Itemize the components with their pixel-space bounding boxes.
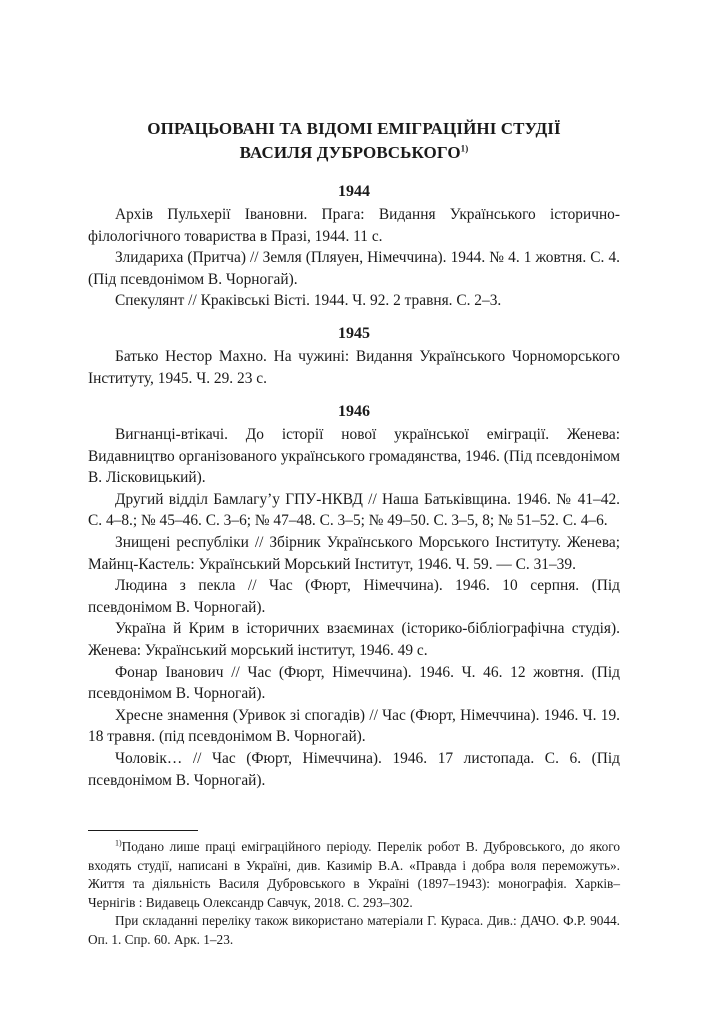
bibliography-entry: Чоловік… // Час (Фюрт, Німеччина). 1946. 17 листопада. С. 6. (Під псевдонімом В. Чорногай).	[88, 749, 620, 789]
section-1946	[88, 401, 620, 791]
section-year: 1945	[338, 325, 370, 342]
bibliography-entry: Злидариха (Притча) // Земля (Пляуен, Німеччина). 1944. № 4. 1 жовтня. С. 4. (Під псевдонімом В. Чорногай).	[88, 249, 620, 288]
bibliography-entry: Знищені республіки // Збірник Українського Морського Інституту. Женева; Майнц-Кастель: Український Морський Інститут, 1946. Ч. 59. — С. 31–39.	[88, 533, 620, 573]
bibliography-entry: Фонар Іванович // Час (Фюрт, Німеччина). 1946. Ч. 46. 12 жовтня. (Під псевдонімом В. Чорногай).	[88, 663, 620, 703]
bibliography-entry: Людина з пекла // Час (Фюрт, Німеччина). 1946. 10 серпня. (Під псевдонімом В. Чорногай).	[88, 577, 620, 616]
footnote-paragraph-1	[88, 838, 620, 912]
section-year: 1944	[338, 183, 370, 200]
title-line-2	[88, 141, 620, 165]
bibliography-entry: Другий відділ Бамлагу’у ГПУ-НКВД // Наша Батьківщина. 1946. № 41–42. С. 4–8.; № 45–46. С. 3–6; № 47–48. С. 3–5; № 49–50. С. 3–5, 8; № 51–52. С. 4–6.	[88, 490, 620, 530]
section-year: 1946	[338, 403, 370, 420]
title-footnote-mark: 1)	[460, 143, 469, 154]
footnote-text-1: Подано лише праці еміграційного періоду. Перелік робот В. Дубровського, до якого входять студії, написані в Україні, див. Казимір В.А. «Правда і добра воля переможуть». Життя та діяльність Василя Дубровського в Україні (1897–1943): монографія. Харків–Чернігів : Видавець Олександр Савчук, 2018. С. 293–302.	[88, 839, 620, 910]
bibliography-entry: Батько Нестор Махно. На чужині: Видання Українського Чорноморського Інституту, 1945. Ч. 29. 23 с.	[88, 348, 620, 387]
bibliography-entry: Архів Пульхерії Івановни. Прага: Видання Українського історично-філологічного товариства в Празі, 1944. 11 с.	[88, 206, 620, 245]
bibliography-entry: Спекулянт // Краківські Вісті. 1944. Ч. 92. 2 травня. С. 2–3.	[115, 292, 502, 310]
footnote-paragraph-2: При складанні переліку також використано матеріали Г. Кураса. Див.: ДАЧО. Ф.Р. 9044. Оп. 1. Спр. 60. Арк. 1–23.	[88, 913, 620, 947]
title-line-1: ОПРАЦЬОВАНІ ТА ВІДОМІ ЕМІГРАЦІЙНІ СТУДІЇ	[147, 119, 561, 138]
footnotes	[88, 838, 620, 950]
bibliography-entry: Вигнанці-втікачі. До історії нової української еміграції. Женева: Видавництво організованого українського громадянства, 1946. (Під псевдонімом В. Лісковицький).	[88, 426, 620, 487]
bibliography-entry: Хресне знамення (Уривок зі спогадів) // Час (Фюрт, Німеччина). 1946. Ч. 19. 18 травня. (під псевдонімом В. Чорногай).	[88, 706, 620, 746]
section-1945	[88, 323, 620, 389]
title-line-2-text: ВАСИЛЯ ДУБРОВСЬКОГО	[239, 143, 461, 162]
footnote-mark: 1)	[115, 838, 122, 848]
footnote-divider	[88, 830, 198, 831]
page-title	[88, 117, 620, 165]
bibliography-entry: Україна й Крим в історичних взаєминах (історико-бібліографічна студія). Женева: Український морський інститут, 1946. 49 с.	[88, 620, 620, 659]
section-1944	[88, 181, 620, 312]
